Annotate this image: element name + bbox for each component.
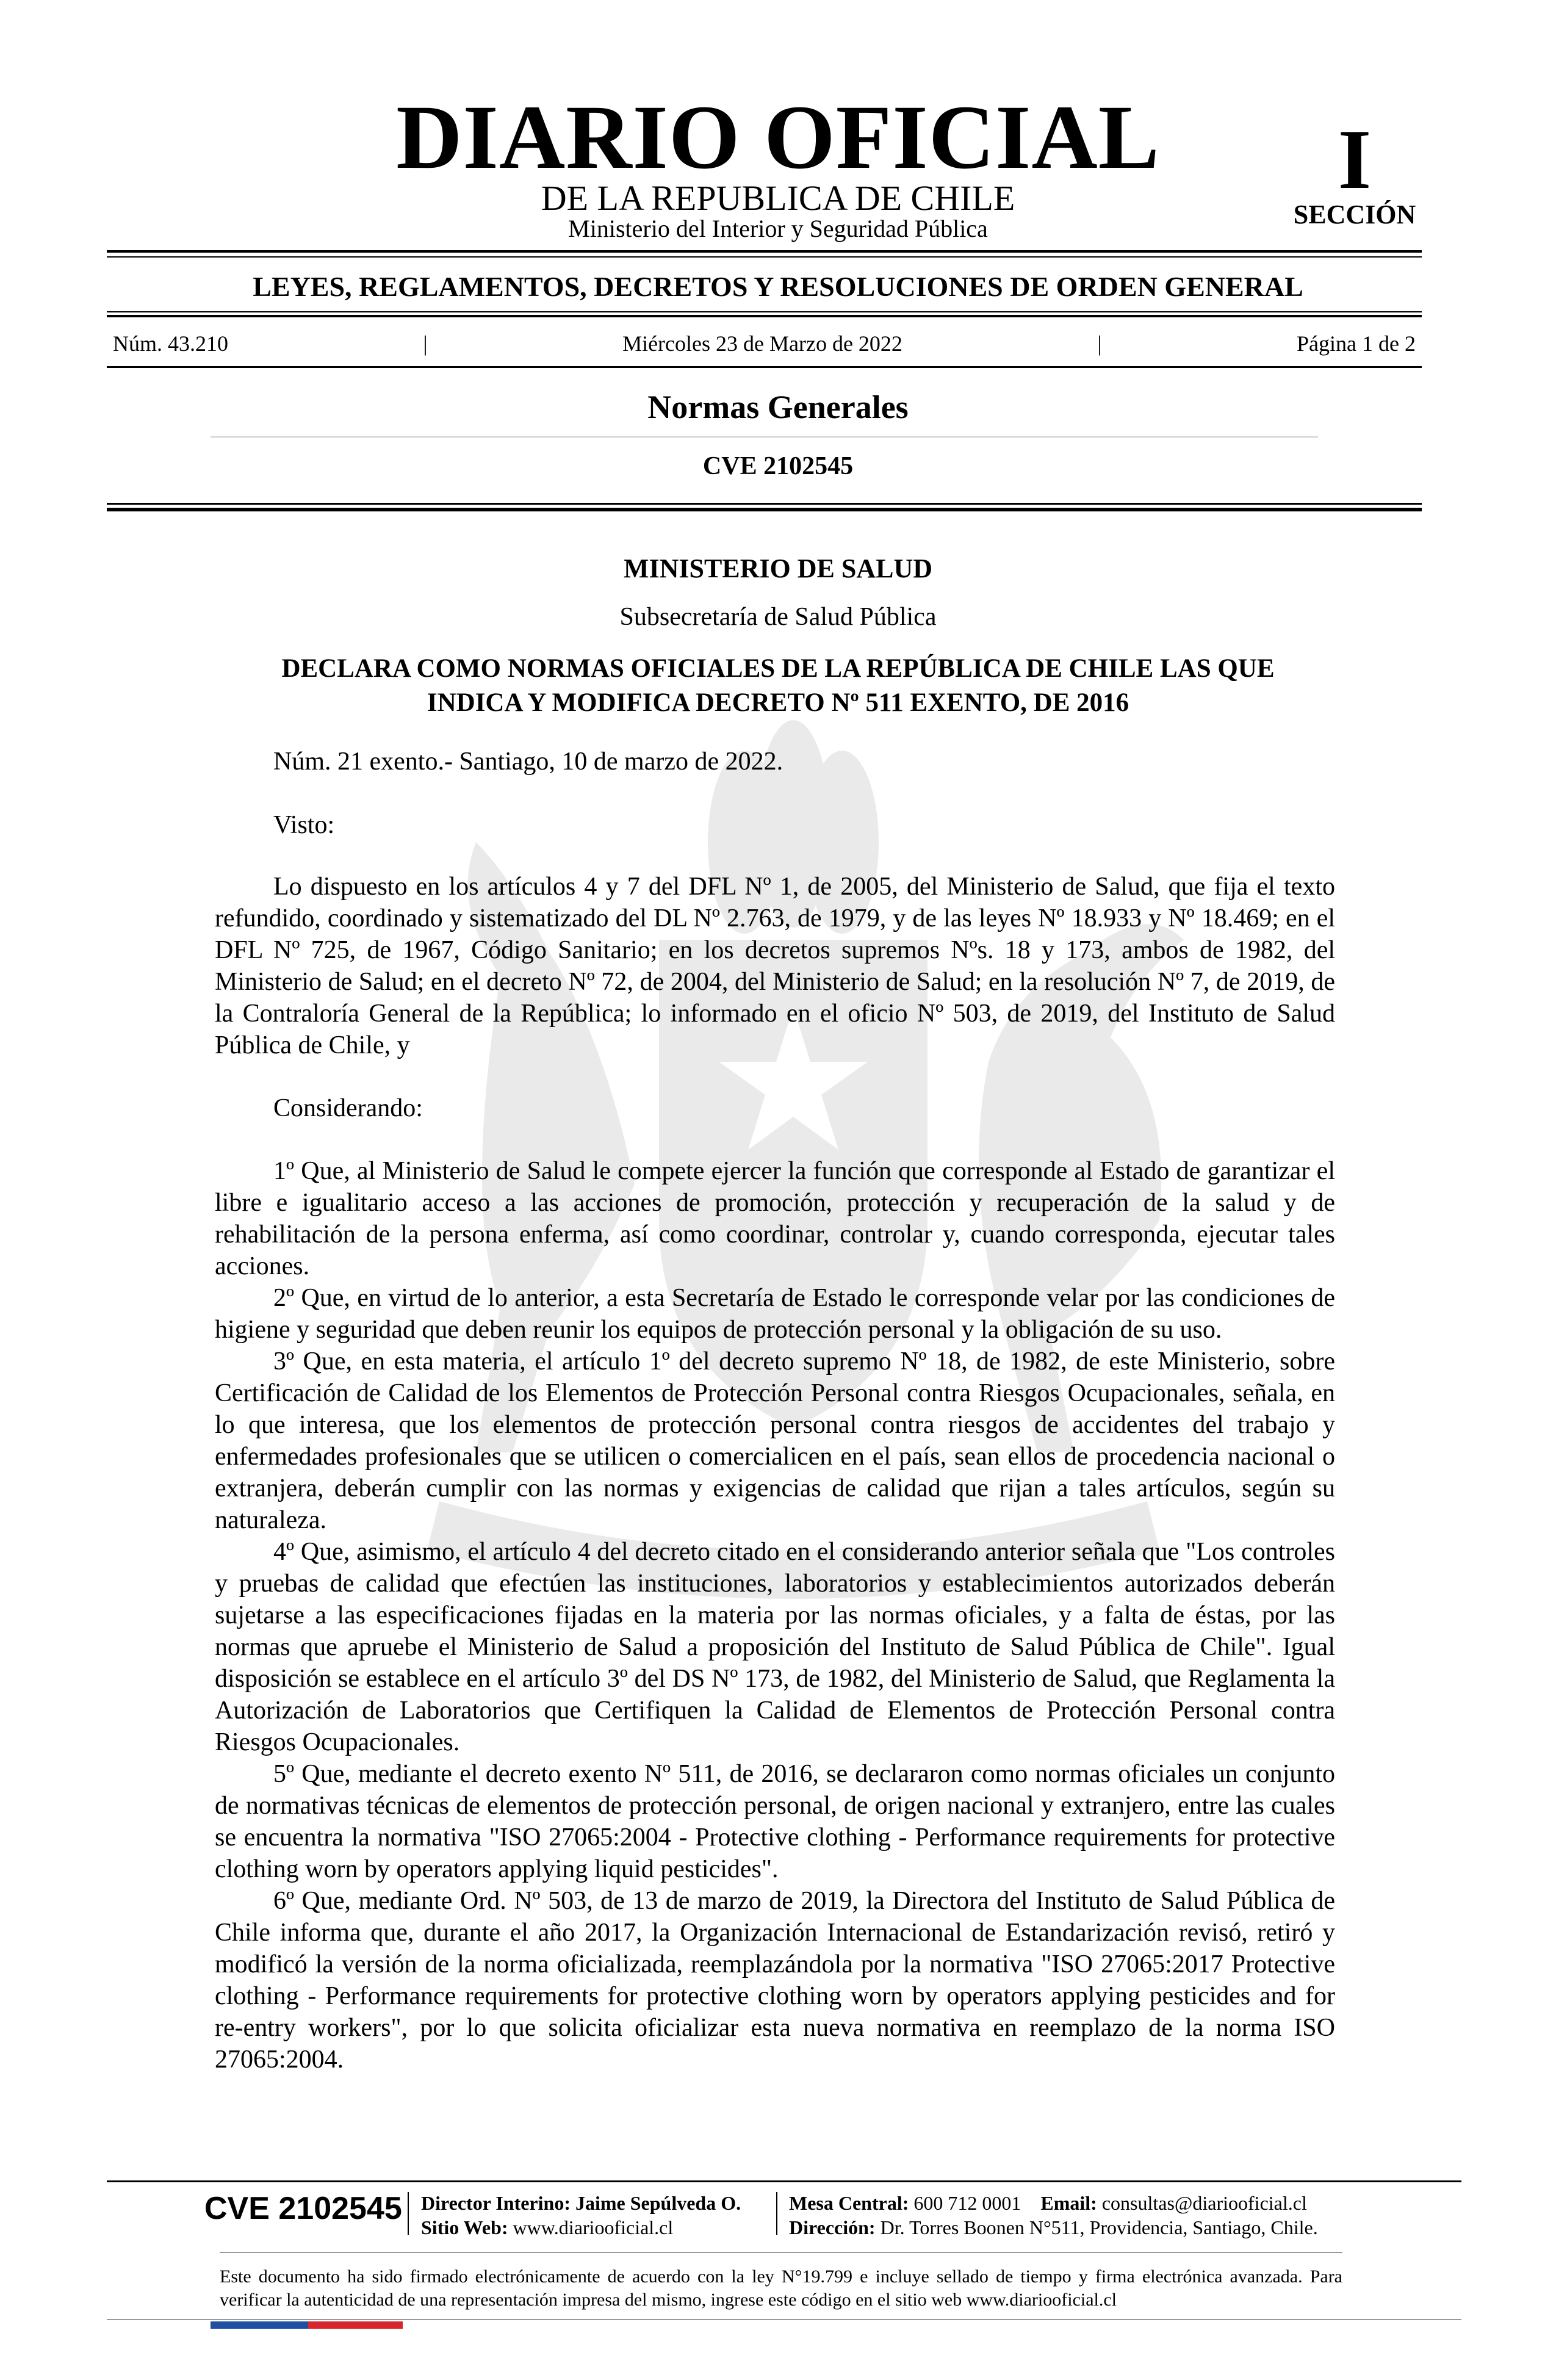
phone-value: 600 712 0001 (913, 2192, 1021, 2214)
header-rule-top-thin (107, 256, 1422, 258)
footer-contact-block (789, 2191, 1318, 2240)
flag-bar-red (308, 2321, 403, 2329)
site-label: Sitio Web: (421, 2216, 508, 2238)
considerando-paragraph: 2º Que, en virtud de lo anterior, a esta Secretaría de Estado le corresponde velar por las condiciones de higiene y seguridad que deben reunir los equipos de protección personal y la obligación de su uso. (215, 1284, 1335, 1344)
footer-cve: CVE 2102545 (204, 2191, 402, 2226)
address-label: Dirección: (789, 2216, 876, 2238)
visto-paragraph: Lo dispuesto en los artículos 4 y 7 del DFL Nº 1, de 2005, del Ministerio de Salud, que fija el texto refundido, coordinado y sistematizado del DL Nº 2.763, de 1979, y de las leyes Nº 18.933 y Nº 18.469; en el DFL Nº 725, de 1967, Código Sanitario; en los decretos supremos Nºs. 18 y 173, ambos de 1982, del Ministerio de Salud; en el decreto Nº 72, de 2004, del Ministerio de Salud; en la resolución Nº 7, de 2019, de la Contraloría General de la República; lo informado en el oficio Nº 503, de 2019, del Instituto de Salud Pública de Chile, y (215, 873, 1335, 1059)
normas-divider (211, 436, 1318, 438)
considerando-label: Considerando: (273, 1094, 423, 1122)
section-label: SECCIÓN (1293, 200, 1416, 229)
email-label: Email: (1040, 2192, 1097, 2214)
issue-number: Núm. 43.210 (113, 331, 228, 356)
flag-bar-blue (211, 2321, 308, 2329)
address-value: Dr. Torres Boonen N°511, Providencia, Santiago, Chile. (880, 2216, 1318, 2238)
considerandos-list (215, 1155, 1335, 2075)
masthead-title: DIARIO OFICIAL (396, 87, 1160, 188)
phone-label: Mesa Central: (789, 2192, 909, 2214)
cve-rule-thick (107, 508, 1422, 511)
considerando-paragraph: 4º Que, asimismo, el artículo 4 del decreto citado en el considerando anterior señala que "Los controles y pruebas de calidad que efectúen las instituciones, laboratorios y establecimientos autorizados deberán sujetarse a las especificaciones fijadas en la materia por las normas oficiales, y a falta de éstas, por las normas que apruebe el Ministerio de Salud a proposición del Instituto de Salud Pública de Chile". Igual disposición se establece en el artículo 3º del DS Nº 173, de 1982, del Ministerio de Salud, que Reglamenta la Autorización de Laboratorios que Certifiquen la Calidad de Elementos de Protección Personal contra Riesgos Ocupacionales. (215, 1538, 1335, 1756)
issue-info-row (113, 333, 1416, 355)
footer-rule-top (107, 2180, 1461, 2182)
footer-rule-bottom (107, 2319, 1461, 2320)
issue-date: Miércoles 23 de Marzo de 2022 (622, 331, 902, 356)
page-indicator: Página 1 de 2 (1296, 331, 1416, 356)
header-rule-mid-thick (107, 315, 1422, 317)
cve-header: CVE 2102545 (702, 452, 854, 480)
considerando-paragraph: 5º Que, mediante el decreto exento Nº 511, de 2016, se declararon como normas oficiales un conjunto de normativas técnicas de elementos de protección personal, de origen nacional y extranjero, entre las cuales se encuentra la normativa "ISO 27065:2004 - Protective clothing - Performance requirements for protective clothing worn by operators applying liquid pesticides". (215, 1760, 1335, 1883)
header-rule-mid (107, 311, 1422, 312)
considerando-paragraph: 6º Que, mediante Ord. Nº 503, de 13 de marzo de 2019, la Directora del Instituto de Salud Pública de Chile informa que, durante el año 2017, la Organización Internacional de Estandarización revisó, retiró y modificó la versión de la norma oficializada, reemplazándola por la normativa "ISO 27065:2017 Protective clothing - Performance requirements for protective clothing worn by operators applying pesticides and for re-entry workers", por lo que solicita oficializar esta nueva normativa en reemplazo de la norma ISO 27065:2004. (215, 1887, 1335, 2074)
info-rule (107, 366, 1422, 368)
email-link[interactable]: consultas@diariooficial.cl (1101, 2192, 1307, 2214)
visto-text (215, 871, 1335, 1061)
footer-separator (776, 2192, 777, 2235)
section-number: I (1338, 112, 1372, 207)
director-label: Director Interino: (421, 2192, 571, 2214)
masthead-subtitle: DE LA REPUBLICA DE CHILE (541, 178, 1015, 218)
document-title (207, 652, 1349, 720)
considerando-paragraph: 1º Que, al Ministerio de Salud le compete ejercer la función que corresponde al Estado de garantizar el libre e igualitario acceso a las acciones de promoción, protección y recuperación de la salud y de rehabilitación de la persona enferma, así como coordinar, controlar y, cuando corresponda, ejecutar tales acciones. (215, 1157, 1335, 1280)
header-rule-top (107, 250, 1422, 253)
footer-separator (408, 2192, 409, 2235)
considerando-paragraph: 3º Que, en esta materia, el artículo 1º del decreto supremo Nº 18, de 1982, de este Ministerio, sobre Certificación de Calidad de los Elementos de Protección Personal contra Riesgos Ocupacionales, señala, en lo que interesa, que los elementos de protección personal contra riesgos de accidentes del trabajo y enfermedades profesionales que se utilicen o comercialicen en el país, sean ellos de procedencia nacional o extranjera, deberán cumplir con las normas y exigencias de calidad que rijan a tales artículos, según su naturaleza. (215, 1347, 1335, 1534)
visto-label: Visto: (273, 811, 335, 839)
document-subsecretaria: Subsecretaría de Salud Pública (619, 603, 937, 631)
footer-director-block (421, 2191, 741, 2240)
section-heading: LEYES, REGLAMENTOS, DECRETOS Y RESOLUCIONES DE ORDEN GENERAL (253, 271, 1303, 302)
footer-legal-text: Este documento ha sido firmado electrónicamente de acuerdo con la ley N°19.799 e incluye sellado de tiempo y firma electrónica avanzada. Para verificar la autenticidad de una representación impresa del mismo, ingrese este código en el sitio web www.diariooficial.cl (220, 2266, 1342, 2310)
cve-rule (107, 503, 1422, 505)
info-separator: | (423, 331, 428, 356)
document-title-line: DECLARA COMO NORMAS OFICIALES DE LA REPÚBLICA DE CHILE LAS QUE (281, 654, 1275, 683)
masthead-ministry: Ministerio del Interior y Seguridad Pública (568, 215, 988, 242)
decree-number: Núm. 21 exento.- Santiago, 10 de marzo de 2022. (273, 748, 783, 776)
normas-title: Normas Generales (647, 389, 909, 425)
document-ministry: MINISTERIO DE SALUD (623, 554, 933, 583)
footer-rule-mid (220, 2252, 1342, 2253)
document-title-line: INDICA Y MODIFICA DECRETO Nº 511 EXENTO, DE 2016 (427, 688, 1129, 717)
site-link[interactable]: www.diariooficial.cl (513, 2216, 674, 2238)
director-name: Jaime Sepúlveda O. (575, 2192, 741, 2214)
info-separator: | (1097, 331, 1102, 356)
